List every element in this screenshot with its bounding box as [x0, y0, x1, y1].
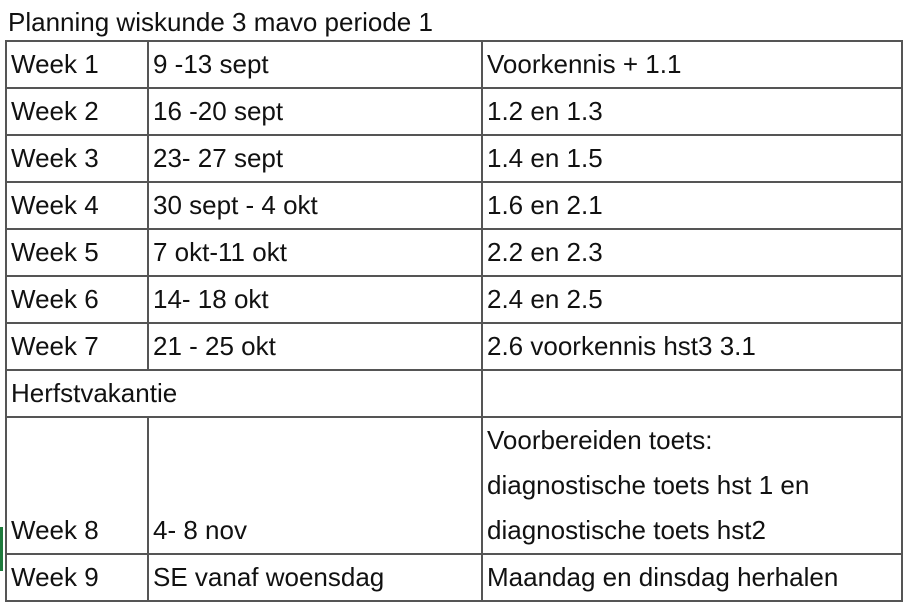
dates-cell[interactable]: 23- 27 sept [148, 135, 482, 182]
planning-table [5, 40, 903, 602]
week-cell[interactable]: Week 3 [6, 135, 148, 182]
dates-cell[interactable]: 30 sept - 4 okt [148, 182, 482, 229]
table-row [6, 276, 902, 323]
table-row [6, 41, 902, 88]
content-line: Voorbereiden toets: [487, 425, 713, 455]
content-line: diagnostische toets hst2 [487, 515, 766, 545]
content-line: diagnostische toets hst 1 en [487, 470, 810, 500]
week-cell[interactable]: Week 8 [6, 417, 148, 554]
week-cell[interactable]: Week 7 [6, 323, 148, 370]
content-cell[interactable]: 2.2 en 2.3 [482, 229, 902, 276]
dates-cell[interactable]: 4- 8 nov [148, 417, 482, 554]
vacation-cell[interactable]: Herfstvakantie [6, 370, 482, 417]
dates-cell[interactable]: 9 -13 sept [148, 41, 482, 88]
sheet-title-cell[interactable]: Planning wiskunde 3 mavo periode 1 [8, 7, 433, 37]
multiline-content [487, 418, 901, 553]
content-cell[interactable]: 1.6 en 2.1 [482, 182, 902, 229]
dates-cell[interactable]: 16 -20 sept [148, 88, 482, 135]
content-cell[interactable] [482, 370, 902, 417]
content-cell[interactable]: 1.4 en 1.5 [482, 135, 902, 182]
table-row [6, 88, 902, 135]
table-row [6, 182, 902, 229]
content-cell[interactable] [482, 417, 902, 554]
table-row [6, 417, 902, 554]
dates-cell[interactable]: 21 - 25 okt [148, 323, 482, 370]
dates-cell[interactable]: 7 okt-11 okt [148, 229, 482, 276]
week-cell[interactable]: Week 4 [6, 182, 148, 229]
table-row [6, 135, 902, 182]
table-row [6, 323, 902, 370]
content-cell[interactable]: 2.4 en 2.5 [482, 276, 902, 323]
week-cell[interactable]: Week 6 [6, 276, 148, 323]
dates-cell[interactable]: SE vanaf woensdag [148, 554, 482, 601]
content-cell[interactable]: 2.6 voorkennis hst3 3.1 [482, 323, 902, 370]
week-cell[interactable]: Week 1 [6, 41, 148, 88]
table-row-vacation [6, 370, 902, 417]
week-cell[interactable]: Week 2 [6, 88, 148, 135]
content-cell[interactable]: Maandag en dinsdag herhalen [482, 554, 902, 601]
content-cell[interactable]: 1.2 en 1.3 [482, 88, 902, 135]
week-cell[interactable]: Week 9 [6, 554, 148, 601]
week-cell[interactable]: Week 5 [6, 229, 148, 276]
table-row [6, 229, 902, 276]
content-cell[interactable]: Voorkennis + 1.1 [482, 41, 902, 88]
selection-indicator [0, 527, 3, 571]
dates-cell[interactable]: 14- 18 okt [148, 276, 482, 323]
table-row [6, 554, 902, 601]
